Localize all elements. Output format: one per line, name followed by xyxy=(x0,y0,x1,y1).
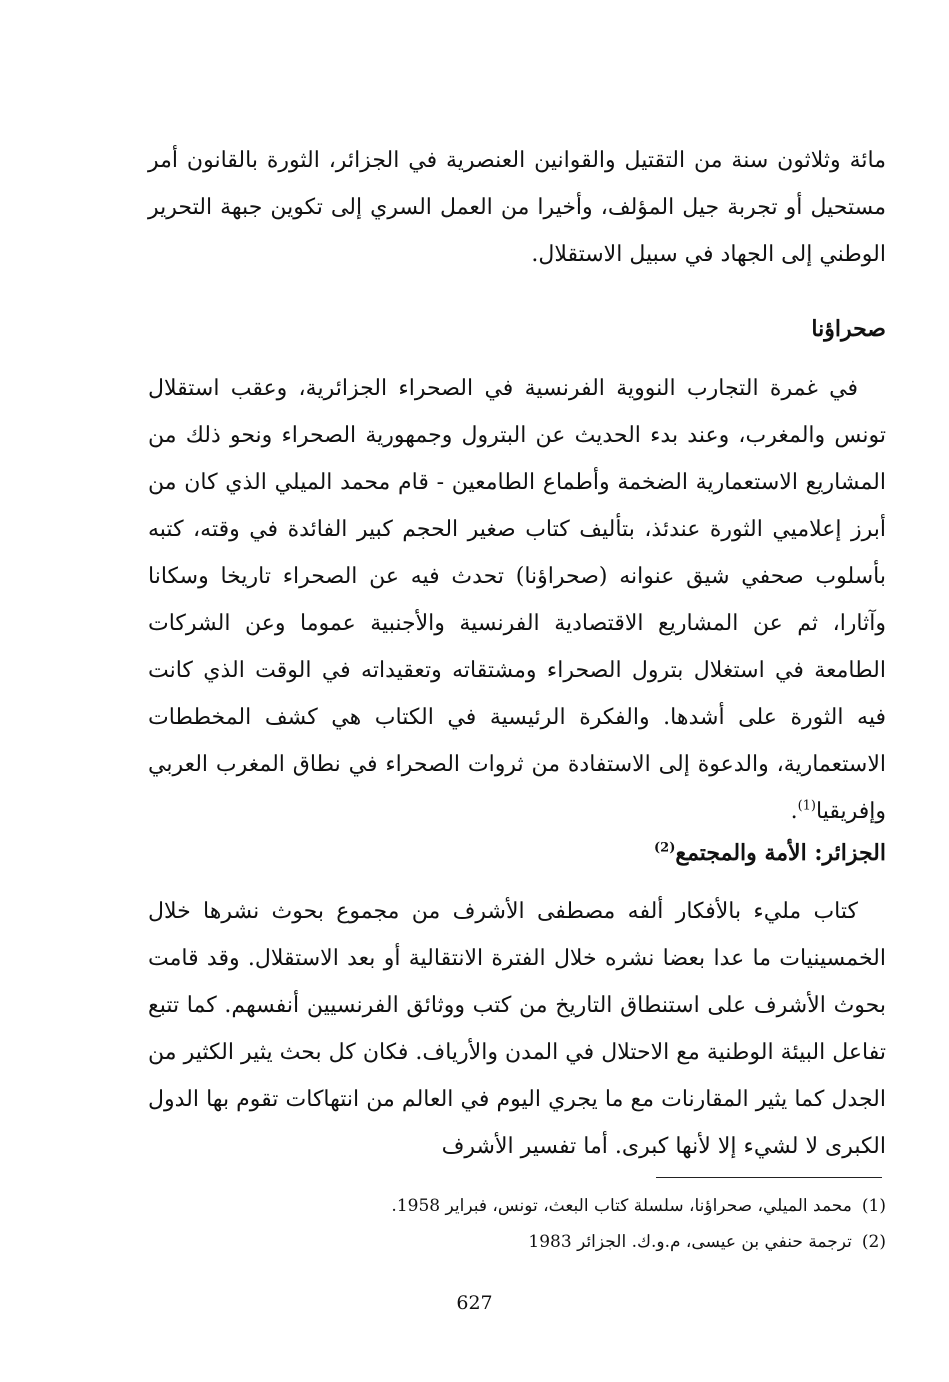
sentence-end: . xyxy=(790,799,798,824)
section-heading-algeria-nation xyxy=(148,830,886,877)
section-body-algeria-nation xyxy=(148,888,886,1170)
footnote-divider xyxy=(656,1177,882,1178)
section-body-sahrauna xyxy=(148,365,886,835)
footnote-ref-2[interactable]: (2) xyxy=(654,840,676,856)
section-body-text: كتاب مليء بالأفكار ألفه مصطفى الأشرف من مجموع بحوث نشرها خلال الخمسينيات ما عدا بعضا نشره خلال الفترة الانتقالية أو بعد الاستقلال. وقد قامت بحوث الأشرف على استنطاق التاريخ من كتب ووثائق الفرنسيين أنفسهم. كما تتبع تفاعل البيئة الوطنية مع الاحتلال في المدن والأرياف. فكان كل بحث يثير الكثير من الجدل كما يثير المقارنات مع ما يجري اليوم في العالم من انتهاكات تقوم بها الدول الكبرى لا لشيء إلا لأنها كبرى. أما تفسير الأشرف xyxy=(148,899,886,1159)
footnotes xyxy=(148,1188,886,1260)
footnote-number: (2) xyxy=(861,1232,886,1252)
section-heading-text: صحراؤنا xyxy=(811,316,886,342)
footnote-2 xyxy=(148,1224,886,1260)
footnote-text: ترجمة حنفي بن عيسى، م.و.ك. الجزائر 1983 xyxy=(528,1232,852,1252)
section-heading-text: الجزائر: الأمة والمجتمع xyxy=(675,840,886,866)
section-heading-sahrauna xyxy=(148,306,886,353)
paragraph-continuation xyxy=(148,137,886,278)
footnote-text: محمد الميلي، صحراؤنا، سلسلة كتاب البعث، تونس، فبراير 1958. xyxy=(391,1196,852,1216)
paragraph-text: مائة وثلاثون سنة من التقتيل والقوانين العنصرية في الجزائر، الثورة بالقانون أمر مستحيل أو تجربة جيل المؤلف، وأخيرا من العمل السري إلى تكوين جبهة التحرير الوطني إلى الجهاد في سبيل الاستقلال. xyxy=(148,148,886,267)
footnote-ref-1[interactable]: (1) xyxy=(797,798,816,814)
page-number: 627 xyxy=(456,1292,493,1314)
footnote-number: (1) xyxy=(861,1196,886,1216)
footnote-1 xyxy=(148,1188,886,1224)
section-body-text: في غمرة التجارب النووية الفرنسية في الصحراء الجزائرية، وعقب استقلال تونس والمغرب، وعند بدء الحديث عن البترول وجمهورية الصحراء ونحو ذلك من المشاريع الاستعمارية الضخمة وأطماع الطامعين - قام محمد الميلي الذي كان من أبرز إعلاميي الثورة عندئذ، بتأليف كتاب صغير الحجم كبير الفائدة في وقته، كتبه بأسلوب صحفي شيق عنوانه (صحراؤنا) تحدث فيه عن الصحراء تاريخا وسكانا وآثارا، ثم عن المشاريع الاقتصادية الفرنسية والأجنبية عموما وعن الشركات الطامعة في استغلال بترول الصحراء ومشتقاته وتعقيداته في الوقت الذي كانت فيه الثورة على أشدها. والفكرة الرئيسية في الكتاب هي كشف المخططات الاستعمارية، والدعوة إلى الاستفادة من ثروات الصحراء في نطاق المغرب العربي وإفريقيا xyxy=(148,376,886,824)
